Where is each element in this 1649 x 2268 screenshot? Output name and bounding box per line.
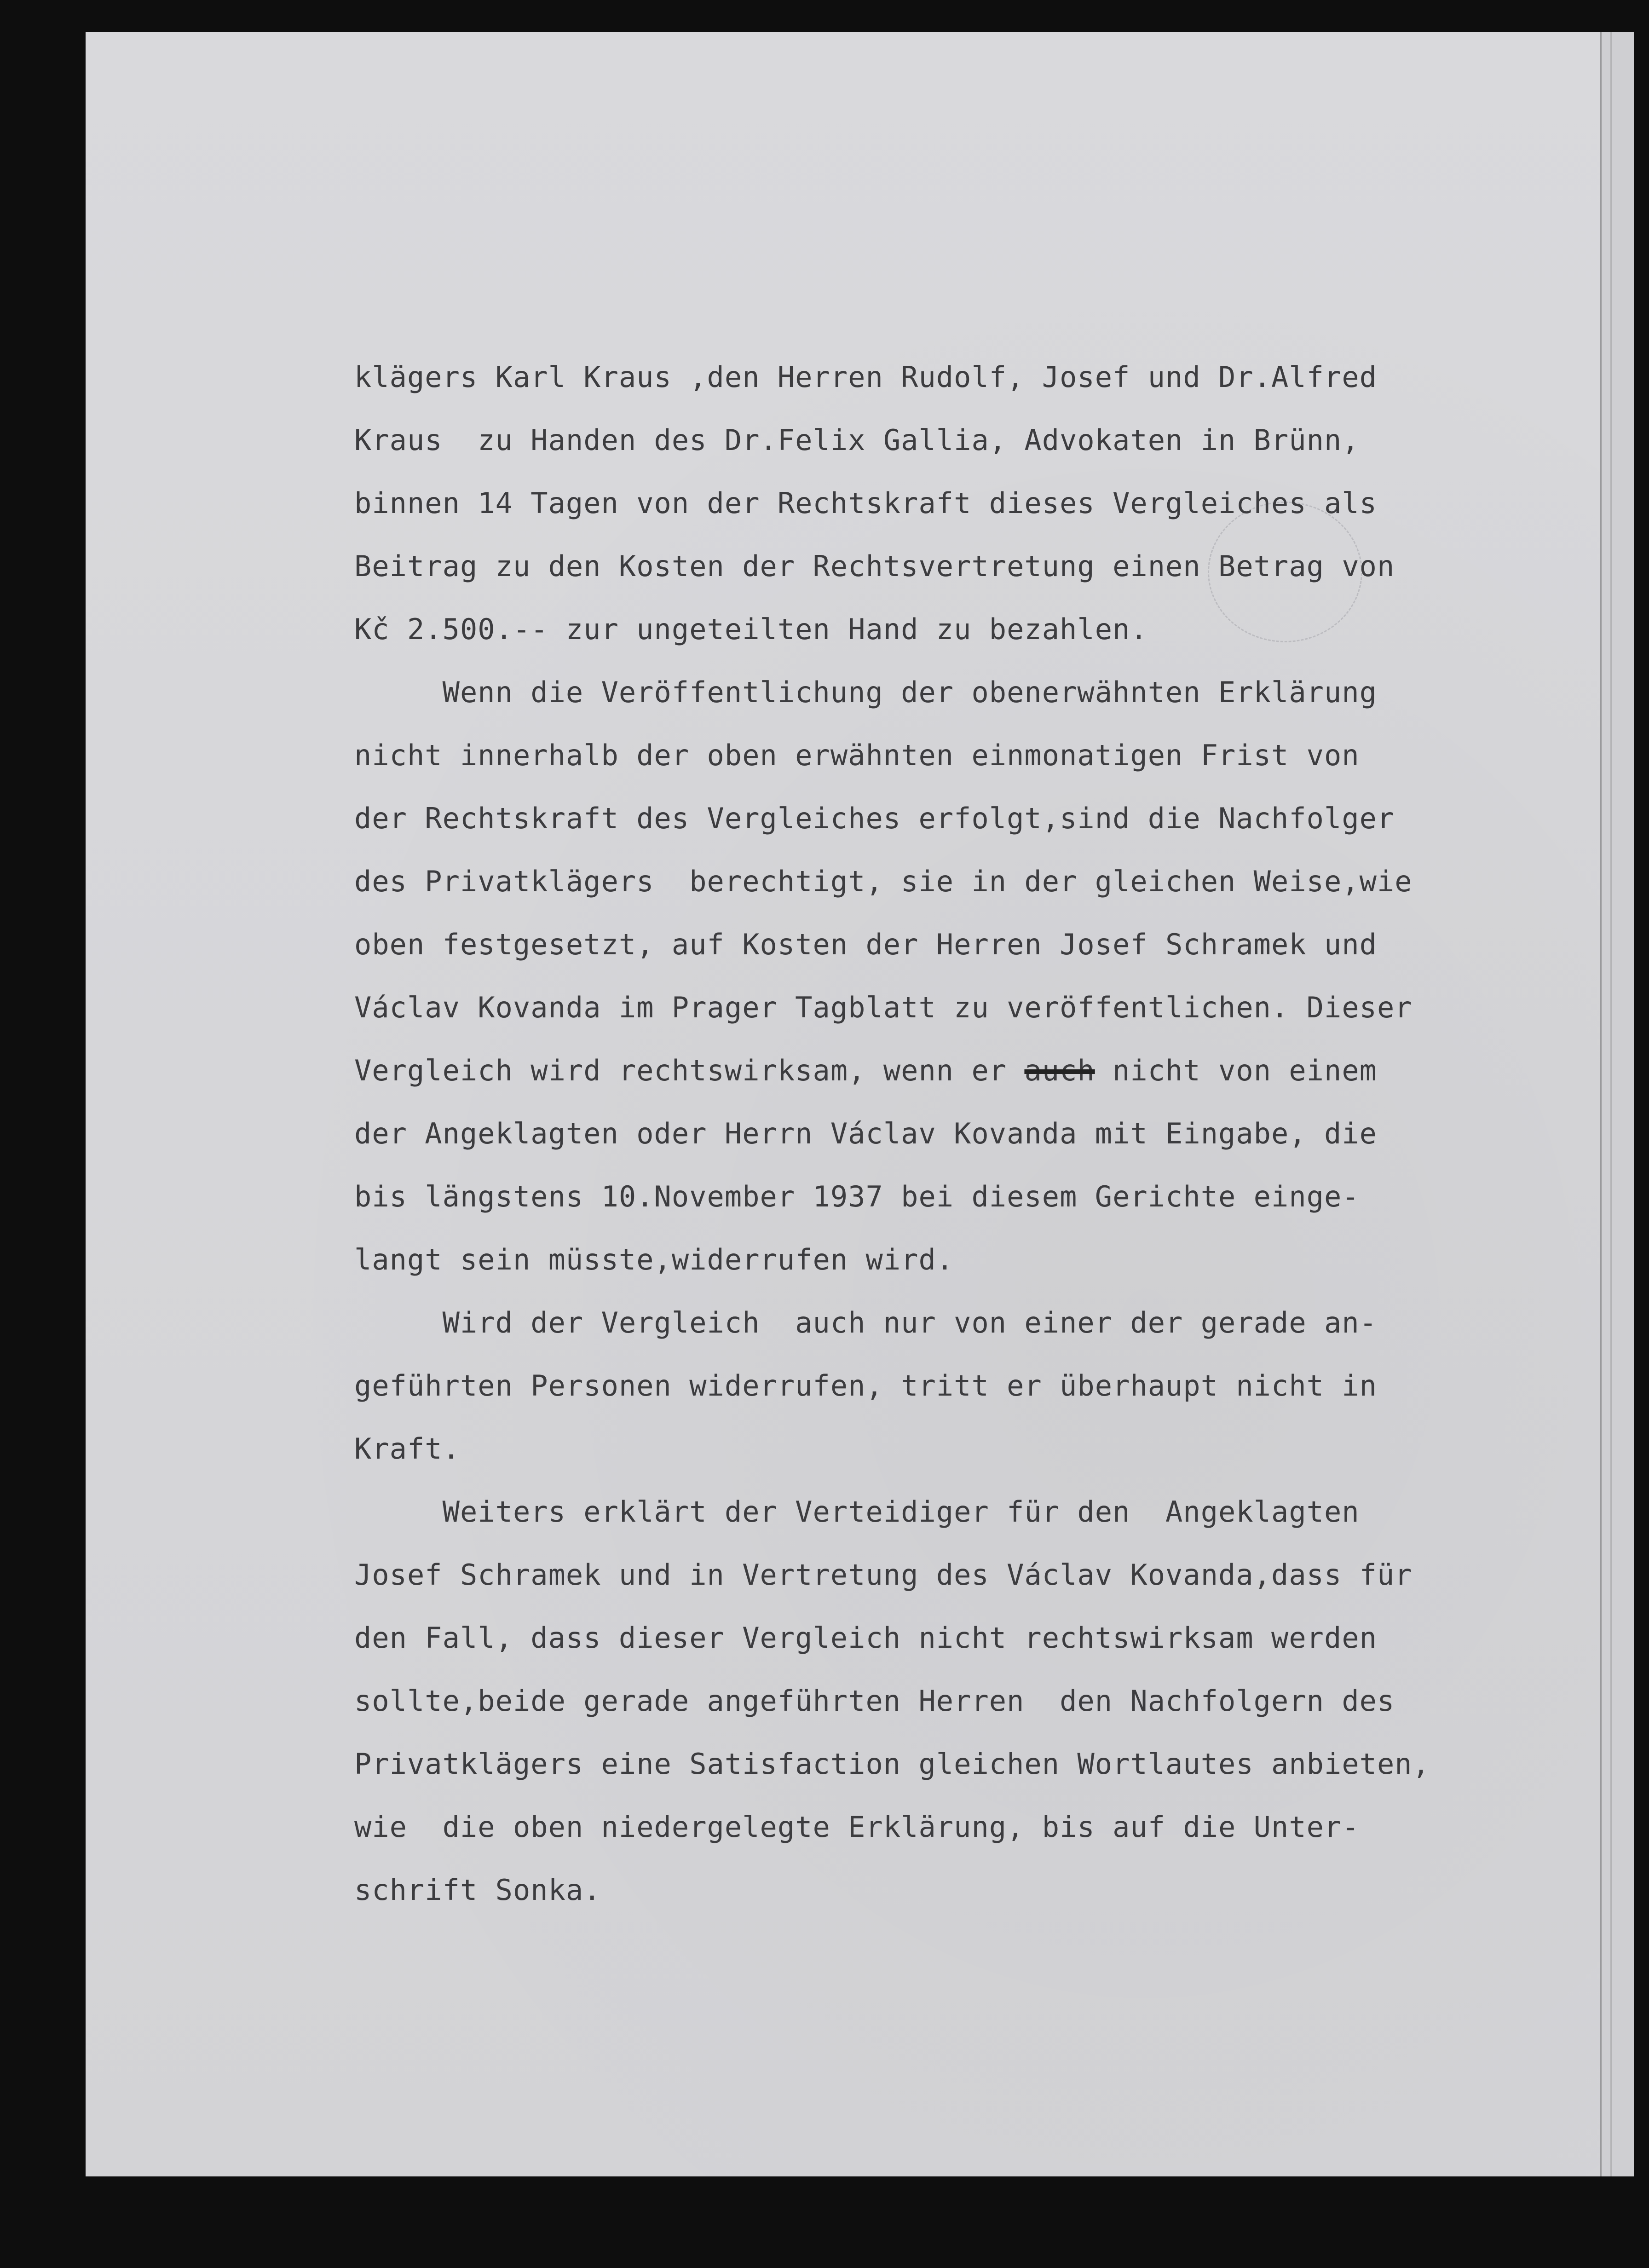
text-line: nicht innerhalb der oben erwähnten einmonatigen Frist von (354, 739, 1360, 772)
text-segment: Vergleich wird rechtswirksam, wenn er (354, 1054, 1025, 1087)
text-line: Weiters erklärt der Verteidiger für den Angeklagten (354, 1495, 1360, 1529)
text-line: bis längstens 10.November 1937 bei diesem Gerichte einge- (354, 1180, 1360, 1213)
text-line: sollte,beide gerade angeführten Herren den Nachfolgern des (354, 1684, 1395, 1718)
text-line: langt sein müsste,widerrufen wird. (354, 1243, 954, 1276)
text-line: der Angeklagten oder Herrn Václav Kovanda mit Eingabe, die (354, 1117, 1377, 1150)
text-line: Wenn die Veröffentlichung der obenerwähnten Erklärung (354, 675, 1377, 709)
text-line: des Privatklägers berechtigt, sie in der gleichen Weise,wie (354, 865, 1413, 898)
sheet-fold-line (1610, 32, 1612, 2176)
text-line: Beitrag zu den Kosten der Rechtsvertretung einen Betrag von (354, 549, 1395, 583)
text-line: Wird der Vergleich auch nur von einer der gerade an- (354, 1306, 1377, 1339)
next-sheet-edge (1600, 32, 1634, 2176)
text-line: Kč 2.500.-- zur ungeteilten Hand zu bezahlen. (354, 612, 1148, 646)
text-line: Václav Kovanda im Prager Tagblatt zu veröffentlichen. Dieser (354, 991, 1413, 1024)
text-line: der Rechtskraft des Vergleiches erfolgt,sind die Nachfolger (354, 802, 1395, 835)
text-line: klägers Karl Kraus ,den Herren Rudolf, Josef und Dr.Alfred (354, 360, 1377, 394)
paper-sheet (86, 32, 1600, 2176)
text-line: binnen 14 Tagen von der Rechtskraft dieses Vergleiches als (354, 486, 1377, 520)
struck-out-word: auch (1024, 1054, 1095, 1087)
text-line: schrift Sonka. (354, 1873, 601, 1907)
text-line-with-strikeout (354, 1052, 1377, 1089)
text-segment: nicht von einem (1095, 1054, 1377, 1087)
text-line: Kraus zu Handen des Dr.Felix Gallia, Advokaten in Brünn, (354, 423, 1360, 457)
text-line: Privatklägers eine Satisfaction gleichen Wortlautes anbieten, (354, 1747, 1430, 1781)
text-line: geführten Personen widerrufen, tritt er überhaupt nicht in (354, 1369, 1377, 1402)
text-line: Kraft. (354, 1432, 460, 1466)
text-line: wie die oben niedergelegte Erklärung, bis auf die Unter- (354, 1810, 1360, 1844)
text-line: Josef Schramek und in Vertretung des Václav Kovanda,dass für (354, 1558, 1413, 1592)
text-line: den Fall, dass dieser Vergleich nicht rechtswirksam werden (354, 1621, 1377, 1655)
text-line: oben festgesetzt, auf Kosten der Herren Josef Schramek und (354, 928, 1377, 961)
